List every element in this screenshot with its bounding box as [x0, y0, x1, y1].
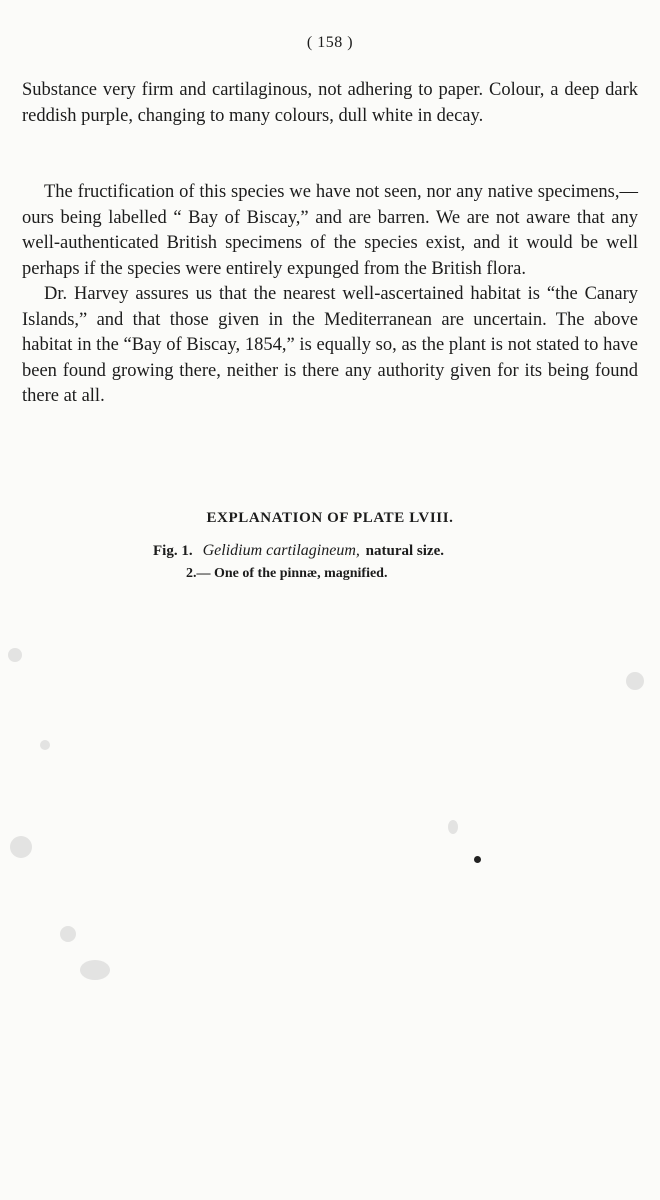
paper-speck	[80, 960, 110, 980]
species-name: Gelidium cartilagineum,	[202, 542, 360, 559]
figure-caption-2: 2.— One of the pinnæ, magnified.	[186, 566, 388, 581]
paragraph-block	[22, 180, 638, 410]
paper-speck	[448, 820, 458, 834]
paragraph-substance	[22, 78, 638, 129]
plate-explanation-heading: EXPLANATION OF PLATE LVIII.	[206, 510, 454, 526]
paper-speck	[40, 740, 50, 750]
paper-speck	[10, 836, 32, 858]
paper-speck	[60, 926, 76, 942]
paragraph-fructification: The fructification of this species we have not seen, nor any native specimens,—ours being labelled “ Bay of Biscay,” and are barren. We are not aware that any well-authenticated British specimens of the species exist, and it would be well perhaps if the species were entirely expunged from the British flora.	[22, 182, 638, 279]
figure-caption-1	[153, 542, 444, 560]
paper-speck	[474, 856, 481, 863]
paragraph-habitat: Dr. Harvey assures us that the nearest well-ascertained habitat is “the Canary Islands,” and that those given in the Mediterranean are uncertain. The above habitat in the “Bay of Biscay, 1854,” is equally so, as the plant is not stated to have been found growing there, neither is there any authority given for its being found there at all.	[22, 284, 638, 406]
paper-speck	[8, 648, 22, 662]
figure-label: Fig. 1.	[153, 543, 193, 559]
paragraph-text: Substance very firm and cartilaginous, not adhering to paper. Colour, a deep dark reddish purple, changing to many colours, dull white in decay.	[22, 80, 638, 126]
page-number: ( 158 )	[306, 34, 354, 51]
paper-speck	[626, 672, 644, 690]
figure-description: natural size.	[365, 543, 444, 559]
